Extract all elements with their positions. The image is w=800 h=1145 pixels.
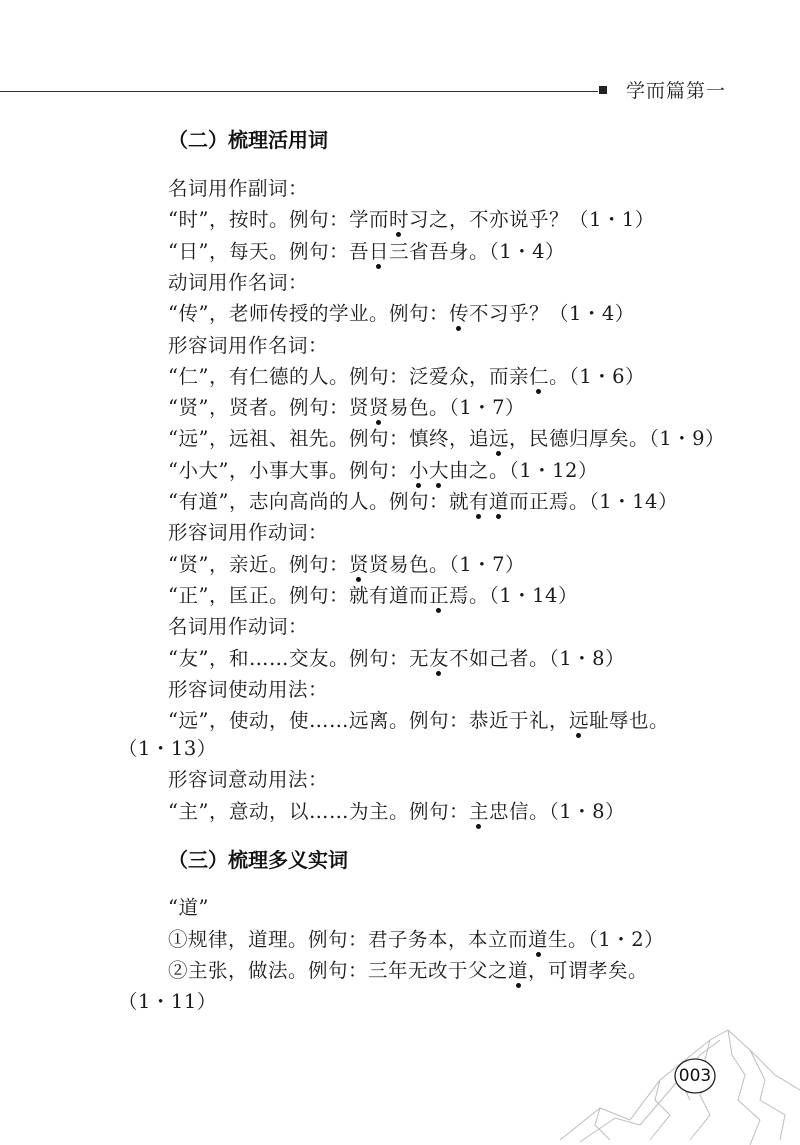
emphasis-dot-char: 贤 <box>348 552 369 576</box>
running-header: 学而篇第一 <box>626 80 727 102</box>
line-text: “日”，每天。例句：吾 <box>168 239 369 263</box>
page-number: 003 <box>678 1066 712 1086</box>
text-line <box>168 674 328 702</box>
line-text: “仁”，有仁德的人。例句：泛爱众，而亲 <box>168 364 529 388</box>
line-text: ①规律，道理。例句：君子务本，本立而 <box>168 927 529 951</box>
line-text: “远”，远祖、祖先。例句：慎终，追 <box>168 427 489 451</box>
emphasis-dot-char: 主 <box>468 799 489 823</box>
emphasis-dot-char: 时 <box>388 208 409 232</box>
line-text: 形容词用作名词： <box>168 333 329 357</box>
line-text: 焉。（1・14） <box>448 583 578 607</box>
text-line <box>168 924 664 952</box>
line-text: “正”，匡正。例句：就有道而 <box>168 583 429 607</box>
line-text: “道” <box>168 896 209 919</box>
section-heading-3: （三）梳理多义实词 <box>168 848 348 872</box>
text-line <box>168 298 635 326</box>
text-line <box>168 361 645 389</box>
emphasis-dot-char: 道 <box>508 959 529 982</box>
header-rule <box>0 91 598 92</box>
text-line <box>168 392 525 420</box>
wrapped-citation: （1・11） <box>118 990 217 1013</box>
text-line <box>168 486 678 514</box>
line-text: “远”，使动，使……远离。例句：恭近于礼， <box>168 709 569 733</box>
text-line <box>168 423 725 451</box>
line-text: ，民德归厚矣。（1・9） <box>508 427 726 451</box>
line-text: 形容词使动用法： <box>168 677 329 701</box>
text-line <box>168 611 308 639</box>
emphasized-word <box>409 459 449 482</box>
emphasis-dot-char: 友 <box>428 646 449 670</box>
line-text: “主”，意动，以……为主。例句： <box>168 799 469 823</box>
text-line <box>168 796 625 824</box>
emphasis-dot-char: 仁 <box>528 364 549 388</box>
line-text: ②主张，做法。例句：三年无改于父之 <box>168 959 509 982</box>
line-text: “小大”，小事大事。例句： <box>168 458 409 482</box>
line-text: 不习乎？（1・4） <box>468 302 635 326</box>
line-text: 生。（1・2） <box>548 927 665 951</box>
text-line <box>168 643 625 671</box>
line-text: “有道”，志向高尚的人。例句：就 <box>168 490 469 513</box>
line-text: 。（1・6） <box>548 364 646 388</box>
emphasis-dot-char: 贤 <box>368 396 389 420</box>
emphasis-dot-char: 日 <box>368 239 389 263</box>
emphasized-word <box>429 647 449 670</box>
line-text: 名词用作副词： <box>168 177 309 200</box>
section-heading-2: （二）梳理活用词 <box>168 128 328 152</box>
line-text: 不如己者。（1・8） <box>448 646 626 670</box>
text-line <box>168 204 655 232</box>
line-text: “友”，和……交友。例句：无 <box>168 646 429 670</box>
text-line <box>168 267 308 295</box>
emphasis-dot-char: 小 <box>408 458 429 482</box>
emphasis-dot-char: 道 <box>528 927 549 951</box>
line-text: 忠信。（1・8） <box>488 799 626 823</box>
line-text: 习之，不亦说乎？（1・1） <box>408 208 655 232</box>
text-line <box>168 455 598 483</box>
emphasis-dot-char: 有 <box>468 490 489 513</box>
line-text: “贤”，亲近。例句： <box>168 552 349 576</box>
emphasized-word <box>569 709 589 732</box>
emphasis-dot-char: 大 <box>428 458 449 482</box>
emphasized-word <box>389 208 409 231</box>
line-text: 贤易色。（1・7） <box>368 552 526 576</box>
line-text: “时”，按时。例句：学而 <box>168 208 389 232</box>
text-line <box>168 580 578 608</box>
text-line <box>168 517 328 545</box>
text-line <box>168 236 565 264</box>
line-text: 耻辱也。 <box>588 709 669 733</box>
line-text: 动词用作名词： <box>168 270 309 294</box>
emphasized-word <box>469 800 489 823</box>
line-text: 三省吾身。（1・4） <box>388 239 566 263</box>
line-text: 由之。（1・12） <box>448 458 598 482</box>
emphasis-dot-char: 传 <box>448 302 469 326</box>
emphasized-word <box>369 396 389 419</box>
line-text: 而正焉。（1・14） <box>508 490 678 513</box>
emphasized-word <box>489 427 509 450</box>
line-text: 形容词意动用法： <box>168 768 329 791</box>
emphasized-word <box>429 584 449 607</box>
emphasized-word <box>469 490 509 513</box>
line-text: 名词用作动词： <box>168 615 309 639</box>
text-line <box>168 764 328 792</box>
emphasis-dot-char: 道 <box>488 490 509 513</box>
line-text: “传”，老师传授的学业。例句： <box>168 302 449 326</box>
line-text: ，可谓孝矣。 <box>528 959 649 982</box>
emphasized-word <box>529 365 549 388</box>
emphasis-dot-char: 远 <box>568 709 589 733</box>
line-text: 易色。（1・7） <box>388 396 526 420</box>
line-text: “贤”，贤者。例句：贤 <box>168 396 369 420</box>
text-line <box>168 705 669 733</box>
text-line <box>168 549 525 577</box>
emphasis-dot-char: 正 <box>428 583 449 607</box>
text-line <box>168 330 328 358</box>
emphasis-dot-char: 远 <box>488 427 509 451</box>
emphasized-word <box>508 959 528 982</box>
header-bullet <box>599 86 607 94</box>
line-text: 形容词用作动词： <box>168 521 329 545</box>
emphasized-word <box>528 928 548 951</box>
text-line <box>168 892 209 920</box>
text-line <box>168 955 648 983</box>
emphasized-word <box>369 240 389 263</box>
emphasized-word <box>349 553 369 576</box>
emphasized-word <box>449 302 469 325</box>
text-line <box>168 173 308 201</box>
wrapped-citation: （1・13） <box>118 737 217 760</box>
